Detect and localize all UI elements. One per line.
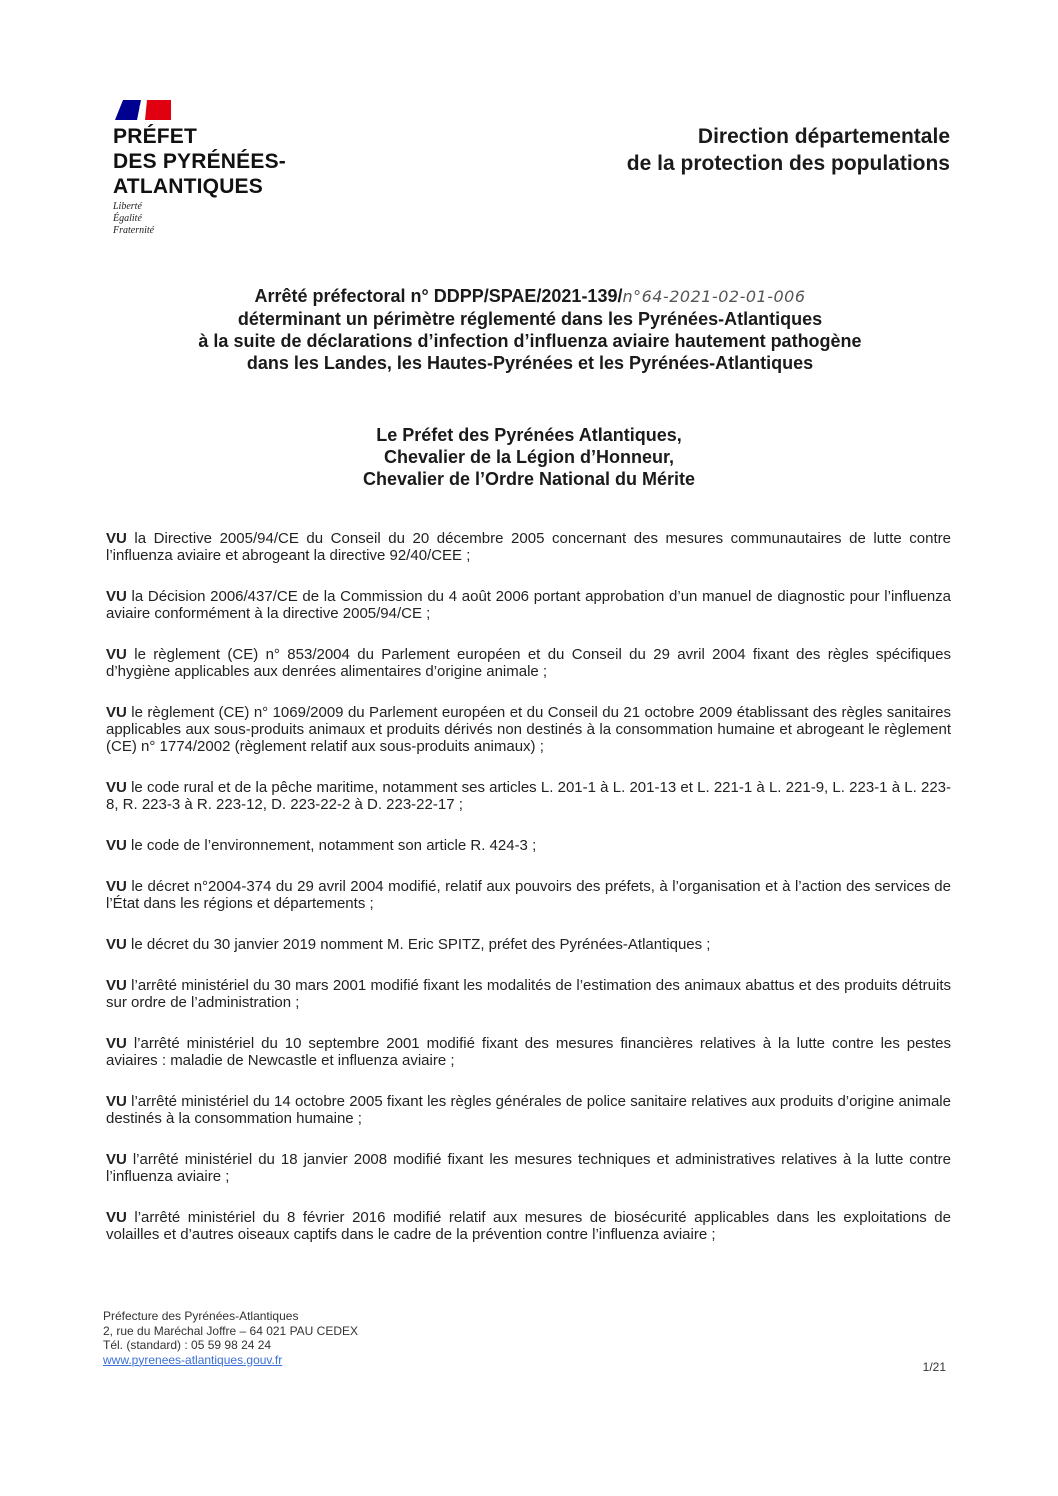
vu-text: la Décision 2006/437/CE de la Commission du 4 août 2006 portant approbation d’un manuel de diagnostic pour l’influenza aviaire conformément à la directive 2005/94/CE ; bbox=[106, 588, 952, 622]
vu-text: la Directive 2005/94/CE du Conseil du 20 décembre 2005 concernant des mesures communautaires de lutte contre l’influenza aviaire et abrogeant la directive 92/40/CEE ; bbox=[106, 530, 951, 564]
website-link[interactable]: www.pyrenees-atlantiques.gouv.fr bbox=[103, 1352, 283, 1367]
vu-item bbox=[106, 779, 951, 813]
prefect-line-3: Chevalier de l’Ordre National du Mérite bbox=[362, 469, 696, 489]
vu-keyword: VU bbox=[106, 936, 127, 953]
vu-keyword: VU bbox=[106, 1151, 127, 1168]
decree-number: Arrêté préfectoral n° DDPP/SPAE/2021-139/ bbox=[254, 286, 623, 306]
vu-text: le décret n°2004-374 du 29 avril 2004 modifié, relatif aux pouvoirs des préfets, à l’organisation et à l’action des services de l’État dans les régions et départements ; bbox=[106, 878, 951, 912]
decree-title-line-4: dans les Landes, les Hautes-Pyrénées et les Pyrénées-Atlantiques bbox=[246, 353, 814, 373]
prefect-titles bbox=[229, 424, 829, 490]
vu-item bbox=[106, 1151, 951, 1185]
handwritten-reference: n°64-2021-02-01-006 bbox=[622, 287, 806, 306]
vu-keyword: VU bbox=[106, 1035, 127, 1052]
page-number: 1/21 bbox=[922, 1360, 946, 1374]
direction-line-2: de la protection des populations bbox=[626, 152, 950, 175]
republic-motto bbox=[113, 201, 154, 237]
department-direction-heading bbox=[627, 123, 950, 177]
logo-line-3: ATLANTIQUES bbox=[113, 175, 263, 198]
vu-text: l’arrêté ministériel du 30 mars 2001 modifié fixant les modalités de l’estimation des animaux abattus et des produits détruits sur ordre de l’administration ; bbox=[106, 977, 952, 1011]
vu-item bbox=[106, 837, 951, 854]
vu-item bbox=[106, 704, 951, 755]
vu-text: le règlement (CE) n° 1069/2009 du Parlement européen et du Conseil du 21 octobre 2009 établissant des règles sanitaires applicables aux sous-produits animaux et produits dérivés non destinés à la consommation humaine et abrogeant le règlement (CE) n° 1774/2002 (règlement relatif aux sous-produits animaux) ; bbox=[106, 704, 952, 755]
vu-keyword: VU bbox=[106, 779, 127, 796]
motto-fraternite: Fraternité bbox=[113, 225, 155, 236]
vu-keyword: VU bbox=[106, 530, 127, 547]
vu-item bbox=[106, 588, 951, 622]
decree-title bbox=[160, 285, 900, 374]
vu-text: le code rural et de la pêche maritime, notamment ses articles L. 201-1 à L. 201-13 et L. 221-1 à L. 221-9, L. 223-1 à L. 223-8, R. 223-3 à R. 223-12, D. 223-22-2 à D. 223-22-17 ; bbox=[106, 779, 952, 813]
logo-line-1: PRÉFET bbox=[113, 125, 198, 148]
vu-keyword: VU bbox=[106, 704, 127, 721]
vu-keyword: VU bbox=[106, 977, 127, 994]
marianne-logo-icon bbox=[113, 98, 173, 120]
prefecture-name bbox=[113, 124, 286, 199]
decree-number-line bbox=[160, 285, 900, 308]
prefect-line-2: Chevalier de la Légion d’Honneur, bbox=[383, 447, 675, 467]
vu-item bbox=[106, 1209, 951, 1243]
vu-text: l’arrêté ministériel du 10 septembre 2001 modifié fixant des mesures financières relatives à la lutte contre les pestes aviaires : maladie de Newcastle et influenza aviaire ; bbox=[106, 1035, 951, 1069]
logo-line-2: DES PYRÉNÉES- bbox=[113, 150, 286, 173]
legal-basis-list bbox=[106, 530, 951, 1267]
vu-item bbox=[106, 878, 951, 912]
vu-item bbox=[106, 530, 951, 564]
vu-item bbox=[106, 936, 951, 953]
decree-title-line-3: à la suite de déclarations d’infection d’influenza aviaire hautement pathogène bbox=[198, 331, 862, 351]
vu-text: le règlement (CE) n° 853/2004 du Parlement européen et du Conseil du 29 avril 2004 fixant des règles spécifiques d’hygiène applicables aux denrées alimentaires d’origine animale ; bbox=[106, 646, 951, 680]
footer-address bbox=[103, 1309, 358, 1367]
vu-keyword: VU bbox=[106, 878, 127, 895]
vu-text: le code de l’environnement, notamment son article R. 424-3 ; bbox=[131, 837, 537, 854]
vu-item bbox=[106, 646, 951, 680]
vu-item bbox=[106, 977, 951, 1011]
direction-line-1: Direction départementale bbox=[697, 125, 950, 148]
motto-liberte: Liberté bbox=[113, 201, 142, 212]
decree-title-line-2: déterminant un périmètre réglementé dans les Pyrénées-Atlantiques bbox=[237, 309, 823, 329]
vu-keyword: VU bbox=[106, 588, 127, 605]
vu-item bbox=[106, 1093, 951, 1127]
footer-prefecture: Préfecture des Pyrénées-Atlantiques bbox=[103, 1309, 299, 1323]
vu-keyword: VU bbox=[106, 837, 127, 854]
footer-street: 2, rue du Maréchal Joffre – 64 021 PAU CEDEX bbox=[103, 1323, 359, 1338]
vu-keyword: VU bbox=[106, 1093, 127, 1110]
vu-keyword: VU bbox=[106, 1209, 127, 1226]
vu-keyword: VU bbox=[106, 646, 127, 663]
prefect-line-1: Le Préfet des Pyrénées Atlantiques, bbox=[376, 425, 682, 445]
vu-text: l’arrêté ministériel du 18 janvier 2008 modifié fixant les mesures techniques et administratives relatives à la lutte contre l’influenza aviaire ; bbox=[106, 1151, 951, 1185]
footer-phone: Tél. (standard) : 05 59 98 24 24 bbox=[103, 1338, 272, 1352]
motto-egalite: Égalité bbox=[113, 213, 142, 224]
vu-item bbox=[106, 1035, 951, 1069]
vu-text: le décret du 30 janvier 2019 nomment M. Eric SPITZ, préfet des Pyrénées-Atlantiques ; bbox=[131, 936, 711, 953]
vu-text: l’arrêté ministériel du 8 février 2016 modifié relatif aux mesures de biosécurité applicables dans les exploitations de volailles et d’autres oiseaux captifs dans le cadre de la prévention contre l’influenza aviaire ; bbox=[106, 1209, 951, 1243]
vu-text: l’arrêté ministériel du 14 octobre 2005 fixant les règles générales de police sanitaire relatives aux produits d’origine animale destinés à la consommation humaine ; bbox=[106, 1093, 951, 1127]
